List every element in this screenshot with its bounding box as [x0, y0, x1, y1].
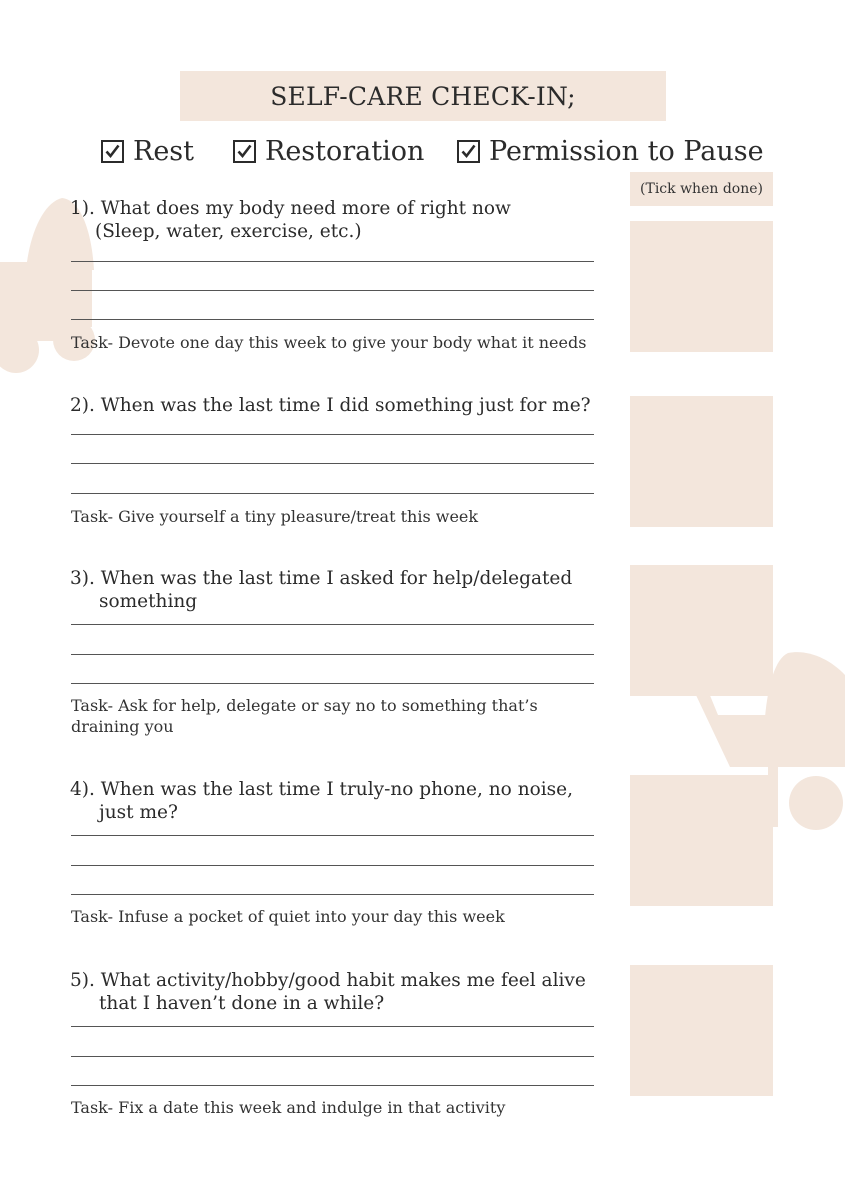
- question-text: 1). What does my body need more of right now: [70, 198, 511, 219]
- tick-when-done-header: (Tick when done): [630, 172, 773, 206]
- answer-line[interactable]: [71, 683, 594, 684]
- answer-line[interactable]: [71, 493, 594, 494]
- question-3: [70, 567, 600, 613]
- answer-line[interactable]: [71, 624, 594, 625]
- question-4: [70, 778, 600, 824]
- answer-line[interactable]: [71, 319, 594, 320]
- page-title: SELF-CARE CHECK-IN;: [270, 81, 576, 111]
- tick-box-3[interactable]: [630, 565, 773, 696]
- checkbox-checked-icon[interactable]: [233, 140, 256, 163]
- answer-line[interactable]: [71, 865, 594, 866]
- answer-line[interactable]: [71, 1026, 594, 1027]
- answer-line[interactable]: [71, 261, 594, 262]
- checkbox-checked-icon[interactable]: [101, 140, 124, 163]
- checkbox-checked-icon[interactable]: [457, 140, 480, 163]
- task-1: Task- Devote one day this week to give your body what it needs: [71, 333, 587, 352]
- task-4: Task- Infuse a pocket of quiet into your day this week: [71, 907, 505, 926]
- tick-box-5[interactable]: [630, 965, 773, 1096]
- answer-line[interactable]: [71, 434, 594, 435]
- answer-line[interactable]: [71, 463, 594, 464]
- check-item-restoration: [233, 133, 424, 169]
- check-label: Restoration: [265, 135, 425, 167]
- task-5: Task- Fix a date this week and indulge in that activity: [71, 1098, 506, 1117]
- answer-line[interactable]: [71, 1085, 594, 1086]
- answer-line[interactable]: [71, 835, 594, 836]
- question-text: 4). When was the last time I truly-no phone, no noise,: [70, 779, 573, 800]
- question-text: 5). What activity/hobby/good habit makes me feel alive: [70, 970, 586, 991]
- task-3: Task- Ask for help, delegate or say no to something that’s draining you: [71, 696, 538, 736]
- question-subtext: something: [99, 591, 198, 612]
- question-subtext: (Sleep, water, exercise, etc.): [95, 221, 362, 242]
- question-5: [70, 969, 600, 1015]
- answer-line[interactable]: [71, 654, 594, 655]
- check-label: Permission to Pause: [489, 135, 764, 167]
- check-item-rest: [101, 133, 194, 169]
- question-text: 2). When was the last time I did something just for me?: [70, 395, 591, 416]
- answer-line[interactable]: [71, 1056, 594, 1057]
- tick-box-1[interactable]: [630, 221, 773, 352]
- question-2: [70, 394, 600, 417]
- title-banner: [180, 71, 666, 121]
- question-subtext: just me?: [99, 802, 178, 823]
- answer-line[interactable]: [71, 894, 594, 895]
- question-1: [70, 197, 600, 243]
- question-text: 3). When was the last time I asked for help/delegated: [70, 568, 573, 589]
- tick-box-2[interactable]: [630, 396, 773, 527]
- task-2: Task- Give yourself a tiny pleasure/treat this week: [71, 507, 479, 526]
- answer-line[interactable]: [71, 290, 594, 291]
- check-item-permission-to-pause: [457, 133, 764, 169]
- question-subtext: that I haven’t done in a while?: [99, 993, 385, 1014]
- check-label: Rest: [133, 135, 195, 167]
- tick-box-4[interactable]: [630, 775, 773, 906]
